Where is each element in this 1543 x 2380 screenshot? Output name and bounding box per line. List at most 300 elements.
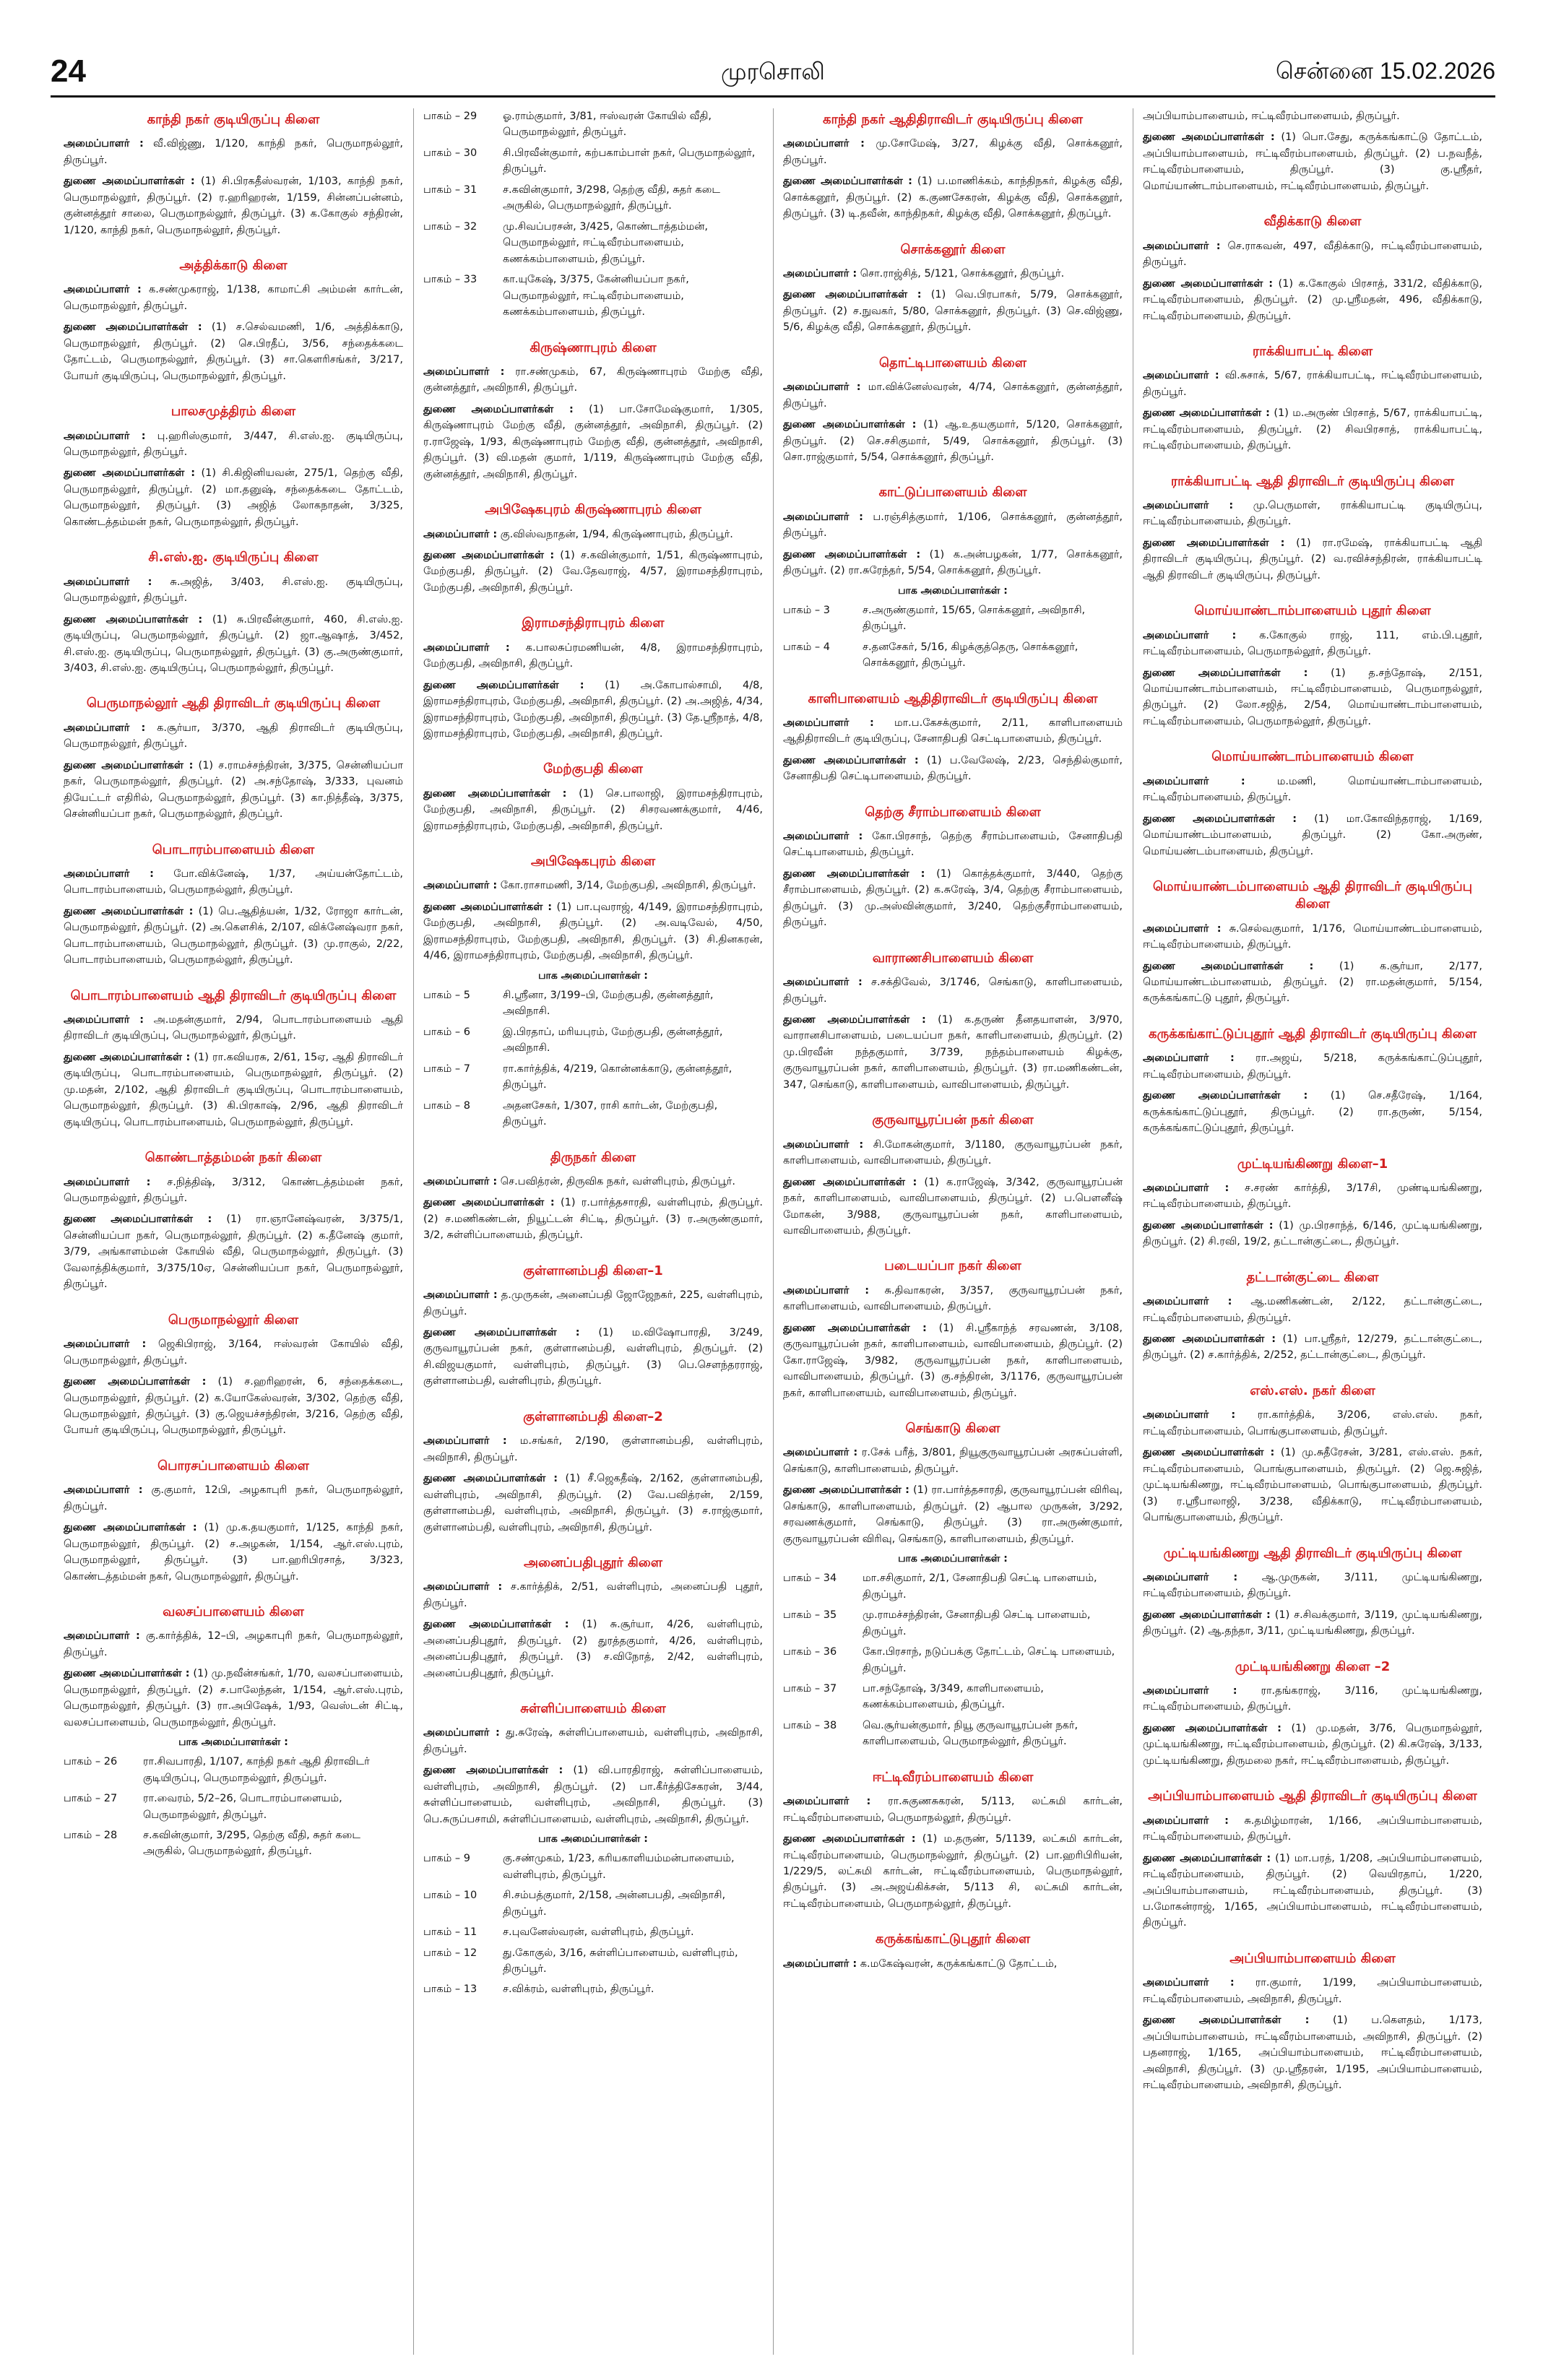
organizer-entry — [423, 1174, 763, 1190]
deputy-organizers-entry-text: (1) மா.பரத், 1/208, அப்பியாம்பாளையம், ஈட்டிவீரம்பாளையம், திருப்பூர். (2) வெயிரதாப், 1/220, அப்பியாம்பாளையம், ஈட்டிவீரம்பாளையம், திருப்பூர். (3) ப.மோகன்ராஜ், 1/165, அப்பியாம்பாளையம், ஈட்டிவீரம்பாளையம், திருப்பூர். — [1143, 1852, 1482, 1929]
organizer-entry-text: வீ.விஜ்ணு, 1/120, காந்தி நகர், பெருமாநல்லூர், திருப்பூர். — [64, 138, 403, 166]
deputy-organizers-entry — [1143, 1851, 1482, 1931]
organizer-entry-text: வி.சுசாக், 5/67, ராக்கியாபட்டி, ஈட்டிவீரம்பாளையம், திருப்பூர். — [1143, 370, 1482, 398]
deputy-organizers-entry-text: (1) வி.பாரதிராஜ், சுள்ளிப்பாளையம், வள்ளிபுரம், அவிநாசி, திருப்பூர். (2) பா.கீர்த்திசேகரன், 3/44, சுள்ளிப்பாளையம், வள்ளிபுரம், அவிநாசி, திருப்பூர். (3) பெ.சுருப்பசாமி, சுள்ளிப்பாளையம், வள்ளிபுரம், அவிநாசி, திருப்பூர். — [423, 1765, 763, 1825]
deputy-organizers-entry-label: துணை அமைப்பாளர்கள் : — [1143, 1852, 1271, 1864]
branch-heading: வீதிக்காடு கிளை — [1263, 214, 1362, 230]
column-2 — [423, 108, 763, 2355]
deputy-organizers-entry-label: துணை அமைப்பாளர்கள் : — [423, 787, 567, 800]
deputy-organizers-entry-label: துணை அமைப்பாளர்கள் : — [423, 1765, 563, 1777]
booth-number: பாகம் – 10 — [423, 1890, 477, 1902]
organizer-entry — [1143, 1813, 1482, 1845]
deputy-organizers-entry-text: (1) பெ.ஆதித்யன், 1/32, ரோஜா கார்டன், பெருமாநல்லூர், திருப்பூர். (2) அ.கௌசிக், 2/107, விக்னேஷ்வரா நகர், பொடாரம்பாளையம், பெருமாநல்லூர், திருப்பூர். (3) மு.ராகுல், 2/22, பொடாரம்பாளையம், பெருமாநல்லூர், திருப்பூர். — [64, 905, 403, 966]
organizer-entry — [423, 640, 763, 672]
booth-organizer: சி.ஸ்ரீனா, 3/199–பி, மேற்குபதி, குன்னத்தூர், அவிநாசி. — [503, 989, 714, 1018]
column-divider — [773, 108, 774, 2355]
deputy-organizers-entry — [1143, 129, 1482, 194]
deputy-organizers-entry — [1143, 405, 1482, 454]
deputy-organizers-entry-label: துணை அமைப்பாளர்கள் : — [1143, 277, 1274, 290]
deputy-organizers-entry — [423, 678, 763, 743]
booth-row — [423, 1887, 763, 1920]
organizer-entry — [64, 1482, 403, 1515]
deputy-organizers-entry — [423, 402, 763, 483]
booth-number: பாகம் – 3 — [783, 604, 831, 616]
booth-number: பாகம் – 32 — [423, 220, 477, 233]
deputy-organizers-entry-label: துணை அமைப்பாளர்கள் : — [1143, 2015, 1310, 2027]
booth-row — [423, 1981, 763, 1997]
branch-heading: மொய்யாண்டாம்பாளையம் புதூர் கிளை — [1194, 603, 1431, 619]
organizer-entry-label: அமைப்பாளர் : — [1143, 1409, 1236, 1421]
organizer-entry — [1143, 1294, 1482, 1326]
deputy-organizers-entry-text: (1) மு.சுதீரேசன், 3/281, எஸ்.எஸ். நகர், ஈட்டிவீரம்பாளையம், பொங்குபாளையம், திருப்பூர். (2) ஜெ.சுஜித், முட்டியங்கிணறு, ஈட்டிவீரம்பாளையம், பொங்குபாளையம், திருப்பூர். (3) ர.ஸ்ரீபாலாஜி, 3/238, வீதிக்காடு, ஈட்டிவீரம்பாளையம், பொங்குபாளையம், திருப்பூர். — [1143, 1447, 1482, 1524]
booth-organizer: ரா.சிவபாரதி, 1/107, காந்தி நகர் ஆதி திராவிடர் குடியிருப்பு, பெருமாநல்லூர், திருப்பூர். — [143, 1756, 370, 1784]
booth-organizer: ச.கவின்குமார், 3/298, தெற்கு வீதி, சுதர் கடை அருகில், பெருமாநல்லூர், திருப்பூர். — [503, 183, 720, 212]
organizer-entry — [1143, 498, 1482, 530]
branch-heading: படையப்பா நகர் கிளை — [884, 1258, 1021, 1274]
booth-organizer: சி.பிரவீன்குமார், கற்பகாம்பாள் நகர், பெருமாநல்லூர், திருப்பூர். — [503, 147, 756, 176]
deputy-organizers-entry-text: (1) பா.சோமேஷ்குமார், 1/305, கிருஷ்ணாபுரம் மேற்கு வீதி, குன்னத்தூர், அவிநாசி, திருப்பூர். (2) ர.ராஜேஷ், 1/93, கிருஷ்ணாபுரம் மேற்கு வீதி, குன்னத்தூர், அவிநாசி, திருப்பூர். (3) வி.மதன் குமார், 1/119, கிருஷ்ணாபுரம் மேற்கு வீதி, குன்னத்தூர், அவிநாசி, திருப்பூர். — [423, 403, 763, 480]
organizer-entry-text: க.பாலசுப்ரமணியன், 4/8, இராமசந்திராபுரம், மேற்குபதி, அவிநாசி, திருப்பூர். — [423, 641, 763, 670]
branch-heading: செங்காடு கிளை — [905, 1421, 1000, 1437]
booth-number: பாகம் – 12 — [423, 1947, 477, 1959]
organizer-entry-text: செ.பவித்ரன், திருவிக நகர், வள்ளிபுரம், திருப்பூர். — [500, 1175, 735, 1187]
organizer-entry-text: ம.சங்கர், 2/190, குள்ளானம்பதி, வள்ளிபுரம், அவிநாசி, திருப்பூர். — [423, 1435, 763, 1463]
branch-heading: கருக்கங்காட்டுபுதூர் கிளை — [875, 1931, 1031, 1947]
deputy-organizers-entry-label: துணை அமைப்பாளர்கள் : — [64, 905, 194, 917]
organizer-entry — [1143, 1050, 1482, 1083]
deputy-organizers-entry — [64, 319, 403, 384]
organizer-entry-text: மு.சோமேஷ், 3/27, கிழக்கு வீதி, சொக்கனூர், திருப்பூர். — [783, 138, 1123, 166]
deputy-organizers-entry — [64, 173, 403, 238]
deputy-organizers-entry-label: துணை அமைப்பாளர்கள் : — [783, 289, 922, 301]
deputy-organizers-entry-label: துணை அமைப்பாளர்கள் : — [1143, 407, 1270, 420]
deputy-organizers-entry — [423, 1325, 763, 1390]
organizer-entry-label: அமைப்பாளர் : — [1143, 1814, 1229, 1827]
booth-organizer: ரா.வைரம், 5/2–26, பொடாரம்பாளையம், பெருமாநல்லூர், திருப்பூர். — [143, 1793, 342, 1821]
deputy-organizers-entry — [783, 547, 1123, 579]
organizer-entry — [64, 1012, 403, 1044]
booth-number: பாகம் – 36 — [783, 1646, 837, 1658]
organizer-entry-text: ர.சேக் பரீத், 3/801, நியூகுருவாயூரப்பன் அரசுப்பள்ளி, செங்காடு, காளிபாளையம், திருப்பூர். — [783, 1447, 1123, 1475]
organizer-entry-label: அமைப்பாளர் : — [64, 138, 144, 150]
deputy-organizers-entry — [64, 904, 403, 969]
deputy-organizers-entry — [1143, 1721, 1482, 1769]
organizer-entry-text: ரா.சுகுணசுகரன், 5/113, லட்சுமி கார்டன், ஈட்டிவீரம்பாளையம், பெருமாநல்லூர், திருப்பூர். — [783, 1796, 1123, 1824]
deputy-organizers-entry-text: (1) க.அன்பழகன், 1/77, சொக்கனூர், திருப்பூர். (2) ரா.சுரேந்தர், 5/54, சொக்கனூர், திருப்பூர். — [783, 548, 1123, 577]
deputy-organizers-entry-text: (1) க.கோகுல் பிரசாத், 331/2, வீதிக்காடு, ஈட்டிவீரம்பாளையம், திருப்பூர். (2) மு.ஸ்ரீமதன், 496, வீதிக்காடு, ஈட்டிவீரம்பாளையம், திருப்பூர். — [1143, 277, 1482, 322]
deputy-organizers-entry-label: துணை அமைப்பாளர்கள் : — [783, 867, 925, 880]
deputy-organizers-entry-text: (1) க.தருண் தீனதயாளன், 3/970, வாரானசிபாளையம், படையப்பா நகர், காளிபாளையம், திருப்பூர். (2) மு.பிரவீன் நந்தகுமார், 3/739, நந்தம்பாளையம் கிழக்கு, குருவாயூரப்பன் நகர், காளிபாளையம், திருப்பூர். (3) ரா.மணிகண்டன், 347, செங்காடு, காளிபாளையம், வாவிபாளையம், திருப்பூர். — [783, 1014, 1123, 1091]
deputy-organizers-entry-label: துணை அமைப்பாளர்கள் : — [423, 1473, 558, 1485]
branch-heading: அப்பியாம்பாளையம் கிளை — [1229, 1950, 1396, 1966]
organizer-entry-label: அமைப்பாளர் : — [64, 1176, 151, 1188]
organizer-entry-text: ஆ.முருகன், 3/111, முட்டியங்கிணறு, ஈட்டிவீரம்பாளையம், திருப்பூர். — [1143, 1571, 1482, 1600]
organizer-entry-text: க.சூர்யா, 3/370, ஆதி திராவிடர் குடியிருப்பு, பெருமாநல்லூர், திருப்பூர். — [64, 722, 403, 750]
deputy-organizers-entry — [1143, 1331, 1482, 1364]
deputy-organizers-entry — [1143, 811, 1482, 860]
branch-heading: தெற்கு சீராம்பாளையம் கிளை — [865, 804, 1041, 820]
organizer-entry-text: ஆ.மணிகண்டன், 2/122, தட்டான்குட்டை, ஈட்டிவீரம்பாளையம், திருப்பூர். — [1143, 1296, 1482, 1324]
deputy-organizers-entry-text: (1) வெ.பிரபாகர், 5/79, சொக்கனூர், திருப்பூர். (2) ச.நுவகர், 5/80, சொக்கனூர், திருப்பூர். (3) செ.விஜ்ணு, 5/6, கிழக்கு வீதி, சொக்கனூர், திருப்பூர். — [783, 289, 1123, 334]
organizer-entry-label: அமைப்பாளர் : — [64, 1484, 143, 1497]
organizer-entry-label: அமைப்பாளர் : — [783, 1138, 864, 1151]
deputy-organizers-entry-text: (1) ப.வேலேஷ், 2/23, செந்தில்குமார், சேனாதிபதி செட்டிபாளையம், திருப்பூர். — [783, 754, 1123, 783]
organizer-entry — [1143, 1407, 1482, 1440]
organizer-entry-label: அமைப்பாளர் : — [64, 576, 152, 588]
deputy-organizers-entry — [1143, 1088, 1482, 1136]
organizer-entry-text: ரா.அஜய், 5/218, கருக்கங்காட்டுப்புதூர், ஈட்டிவீரம்பாளையம், திருப்பூர். — [1143, 1052, 1482, 1081]
branch-heading: ஈட்டிவீரம்பாளையம் கிளை — [872, 1769, 1034, 1785]
booth-row — [423, 1061, 763, 1094]
organizer-entry-text: ரா.தங்கராஜ், 3/116, முட்டியங்கிணறு, ஈட்டிவீரம்பாளையம், திருப்பூர். — [1143, 1684, 1482, 1713]
branch-heading: முட்டியங்கிணறு கிளை–1 — [1237, 1156, 1388, 1172]
organizer-entry — [783, 974, 1123, 1007]
booth-row — [783, 602, 1123, 635]
branch-heading: அத்திக்காடு கிளை — [179, 258, 288, 274]
deputy-organizers-entry-label: துணை அமைப்பாளர்கள் : — [64, 1213, 212, 1226]
booth-row — [423, 145, 763, 178]
branch-heading: தொட்டிபாளையம் கிளை — [878, 355, 1027, 371]
organizer-entry-text: மா.விக்னேஸ்வரன், 4/74, சொக்கனூர், குன்னத்தூர், திருப்பூர். — [783, 381, 1123, 410]
branch-heading: ராக்கியாபட்டி கிளை — [1252, 343, 1373, 359]
deputy-organizers-entry-label: துணை அமைப்பாளர்கள் : — [1143, 1090, 1308, 1102]
deputy-organizers-entry-label: துணை அமைப்பாளர்கள் : — [783, 1484, 909, 1497]
deputy-organizers-entry-label: துணை அமைப்பாளர்கள் : — [783, 1322, 927, 1334]
organizer-entry-label: அமைப்பாளர் : — [64, 1630, 140, 1643]
booth-row — [783, 1681, 1123, 1713]
organizer-entry — [64, 574, 403, 607]
deputy-organizers-entry — [783, 753, 1123, 785]
organizer-entry — [64, 136, 403, 168]
deputy-organizers-entry-text: (1) மு.நவீன்சங்கர், 1/70, வலசப்பாளையம், பெருமாநல்லூர், திருப்பூர். (2) ச.பாலேந்தன், 1/154, ஆர்.எஸ்.புரம், பெருமாநல்லூர், திருப்பூர். (3) ரா.அபிஷேக், 1/93, வெஸ்டன் சிட்டி, வலசப்பாளையம், பெருமாநல்லூர், திருப்பூர். — [64, 1668, 403, 1728]
booth-organizer: சி.சம்பத்குமார், 2/158, அன்னபபதி, அவிநாசி, திருப்பூர். — [503, 1890, 726, 1918]
deputy-organizers-entry-text: (1) ரா.பார்த்தசாரதி, குருவாயூரப்பன் விரிவு, செங்காடு, காளிபாளையம், திருப்பூர். (2) ஆபால முருகன், 3/292, சரவணக்குமார், செங்காடு, திருப்பூர். (3) ரா.அருண்குமார், குருவாயூரப்பன் விரிவு, செங்காடு, காளிபாளையம், திருப்பூர். — [783, 1484, 1123, 1545]
organizer-entry — [1143, 774, 1482, 806]
column-4 — [1143, 108, 1482, 2355]
booth-number: பாகம் – 28 — [64, 1830, 118, 1842]
branch-heading: கிருஷ்ணாபுரம் கிளை — [530, 339, 657, 355]
branch-heading: எஸ்.எஸ். நகர் கிளை — [1250, 1382, 1375, 1398]
organizer-entry — [64, 428, 403, 461]
branch-heading: காந்தி நகர் குடியிருப்பு கிளை — [147, 112, 320, 127]
booth-number: பாகம் – 33 — [423, 274, 477, 286]
organizer-entry-text: க.சண்முகராஜ், 1/138, காமாட்சி அம்மன் கார்டன், பெருமாநல்லூர், திருப்பூர். — [64, 284, 403, 312]
booth-organizer: மு.சிவப்பரசன், 3/425, கொண்டாத்தம்மன், பெருமாநல்லூர், ஈட்டிவீரம்பாளையம், கணக்கம்பாளையம், திருப்பூர். — [503, 220, 708, 265]
organizer-entry-label: அமைப்பாளர் : — [423, 880, 498, 892]
organizer-entry — [64, 1628, 403, 1661]
deputy-organizers-entry-label: துணை அமைப்பாளர்கள் : — [1143, 813, 1297, 825]
branch-heading: இராமசந்திராபுரம் கிளை — [522, 615, 665, 631]
branch-heading: குள்ளானம்பதி கிளை–2 — [523, 1408, 663, 1424]
deputy-organizers-entry — [64, 1050, 403, 1130]
deputy-organizers-entry — [64, 612, 403, 677]
branch-heading: மொய்யாண்டாம்பாளையம் கிளை — [1211, 749, 1414, 765]
deputy-organizers-entry-label: துணை அமைப்பாளர்கள் : — [1143, 1447, 1275, 1459]
organizer-entry-label: அமைப்பாளர் : — [783, 138, 865, 150]
deputy-organizers-entry-label: துணை அமைப்பாளர்கள் : — [64, 1051, 191, 1063]
organizer-entry — [64, 1174, 403, 1207]
organizer-entry-label: அமைப்பாளர் : — [1143, 1684, 1237, 1697]
deputy-organizers-entry-label: துணை அமைப்பாளர்கள் : — [423, 1619, 569, 1631]
branch-heading: பொரசப்பாளையம் கிளை — [157, 1458, 309, 1474]
branch-heading: சி.எஸ்.ஐ. குடியிருப்பு கிளை — [148, 550, 319, 566]
deputy-organizers-entry-text: (1) க.சூர்யா, 2/177, மொய்யாண்டம்பாளையம், திருப்பூர். (2) ரா.மதன்குமார், 5/154, கருக்கங்காட்டு புதூர், திருப்பூர். — [1143, 960, 1482, 1005]
deputy-organizers-entry — [423, 899, 763, 964]
organizer-entry-text: கு.கார்த்திக், 12–பி, அழகாபுரி நகர், பெருமாநல்லூர், திருப்பூர். — [64, 1630, 403, 1658]
organizer-entry — [423, 1579, 763, 1611]
booth-organizer: மு.ராமச்சந்திரன், சேனாதிபதி செட்டி பாளையம், திருப்பூர். — [863, 1609, 1091, 1637]
organizer-entry-label: அமைப்பாளர் : — [783, 717, 874, 729]
booth-row — [64, 1754, 403, 1786]
deputy-organizers-entry — [783, 173, 1123, 222]
organizer-entry — [423, 1433, 763, 1466]
organizer-entry-label: அமைப்பாளர் : — [423, 1581, 503, 1593]
deputy-organizers-entry-text: (1) த.சந்தோஷ், 2/151, மொய்யாண்டாம்பாளையம், ஈட்டிவீரம்பாளையம், பெருமாநல்லூர், திருப்பூர். (2) லோ.சஜித், 2/54, மொய்யாண்டாம்பாளையம், ஈட்டிவீரம்பாளையம், பெருமாநல்லூர், திருப்பூர். — [1143, 667, 1482, 727]
deputy-organizers-entry-text: (1) ப.கௌதம், 1/173, அப்பியாம்பாளையம், ஈட்டிவீரம்பாளையம், அவிநாசி, திருப்பூர். (2) பதனராஜ், 1/165, அப்பியாம்பாளையம், ஈட்டிவீரம்பாளையம், அவிநாசி, திருப்பூர். (3) மு.ஸ்ரீதரன், 1/195, அப்பியாம்பாளையம், ஈட்டிவீரம்பாளையம், அவிநாசி, திருப்பூர். — [1143, 2015, 1482, 2092]
organizer-entry-label: அமைப்பாளர் : — [783, 1284, 870, 1297]
organizer-entry — [423, 878, 763, 893]
booth-organizer: மா.சசிகுமார், 2/1, சேனாதிபதி செட்டி பாளையம், திருப்பூர். — [863, 1572, 1097, 1601]
deputy-organizers-entry-text: (1) மு.மதன், 3/76, பெருமாநல்லூர், முட்டியங்கிணறு, ஈட்டிவீரம்பாளையம், திருப்பூர். (2) கி.சுரேஷ், 3/133, முட்டியங்கிணறு, திருமலை நகர், ஈட்டிவீரம்பாளையம், திருப்பூர். — [1143, 1722, 1482, 1767]
deputy-organizers-entry-label: துணை அமைப்பாளர்கள் : — [1143, 1333, 1276, 1345]
organizer-entry — [1143, 238, 1482, 271]
deputy-organizers-entry-label: துணை அமைப்பாளர்கள் : — [64, 467, 196, 480]
organizer-entry-text: சு.அஜித், 3/403, சி.எஸ்.ஐ. குடியிருப்பு, பெருமாநல்லூர், திருப்பூர். — [64, 576, 403, 605]
booth-organizers-heading: பாக அமைப்பாளர்கள் : — [538, 1833, 648, 1845]
organizer-entry — [783, 379, 1123, 412]
deputy-organizers-entry — [783, 417, 1123, 465]
deputy-organizers-entry — [423, 1617, 763, 1682]
edition-date: சென்னை 15.02.2026 — [1275, 58, 1495, 84]
organizer-entry — [1143, 368, 1482, 400]
booth-number: பாகம் – 35 — [783, 1609, 837, 1622]
booth-organizer: து.கோகுல், 3/16, சுள்ளிப்பாளையம், வள்ளிபுரம், திருப்பூர். — [503, 1947, 738, 1975]
organizer-entry-label: அமைப்பாளர் : — [1143, 1571, 1238, 1583]
deputy-organizers-entry-label: துணை அமைப்பாளர்கள் : — [64, 176, 195, 188]
organizer-entry — [1143, 921, 1482, 953]
booth-row — [783, 639, 1123, 672]
booth-organizer: அதனசேகர், 1/307, ராசி கார்டன், மேற்குபதி, திருப்பூர். — [503, 1099, 718, 1128]
deputy-organizers-entry-text: (1) ஆ.உதயகுமார், 5/120, சொக்கனூர், திருப்பூர். (2) செ.சசிகுமார், 5/49, சொக்கனூர், திருப்பூர். (3) சொ.ராஜ்குமார், 5/54, சொக்கனூர், திருப்பூர். — [783, 419, 1123, 463]
organizer-entry-label: அமைப்பாளர் : — [64, 284, 142, 296]
column-3 — [783, 108, 1123, 2355]
deputy-organizers-entry-label: துணை அமைப்பாளர்கள் : — [423, 1326, 580, 1338]
organizer-entry-label: அமைப்பாளர் : — [423, 1727, 500, 1739]
deputy-organizers-entry-text: (1) ரா.ஞானேஷ்வரன், 3/375/1, சென்னியப்பா நகர், பெருமாநல்லூர், திருப்பூர். (2) க.தீனேஷ் குமார், 3/79, அங்காளம்மன் கோயில் வீதி, பெருமாநல்லூர், திருப்பூர். (3) வேலாத்திக்குமார், 3/375/10ஏ, சென்னியப்பா நகர், பெருமாநல்லூர், திருப்பூர். — [64, 1213, 403, 1291]
branch-heading: காட்டுப்பாளையம் கிளை — [878, 485, 1027, 501]
deputy-organizers-entry-text: (1) ம.அருண் பிரசாத், 5/67, ராக்கியாபட்டி, ஈட்டிவீரம்பாளையம், திருப்பூர். (2) சிவபிரசாத், ராக்கியாபட்டி, ஈட்டிவீரம்பாளையம், திருப்பூர். — [1143, 407, 1482, 452]
booth-organizers-heading: பாக அமைப்பாளர்கள் : — [178, 1736, 288, 1749]
branch-heading: பொடாரம்பாளையம் ஆதி திராவிடர் குடியிருப்பு கிளை — [70, 987, 397, 1003]
organizer-entry — [783, 1793, 1123, 1826]
organizer-entry-text: ரா.கார்த்திக், 3/206, எஸ்.எஸ். நகர், ஈட்டிவீரம்பாளையம், பொங்குபாளையம், திருப்பூர். — [1143, 1409, 1482, 1437]
organizer-entry-text: ரா.சண்முகம், 67, கிருஷ்ணாபுரம் மேற்கு வீதி, குன்னத்தூர், அவிநாசி, திருப்பூர். — [423, 365, 763, 394]
booth-organizer: பா.சந்தோஷ், 3/349, காளிபாளையம், கணக்கம்பாளையம், திருப்பூர். — [863, 1682, 1044, 1711]
deputy-organizers-entry-label: துணை அமைப்பாளர்கள் : — [64, 321, 202, 334]
deputy-organizers-entry-text: (1) ரா.கவியரசு, 2/61, 15ஏ, ஆதி திராவிடர் குடியிருப்பு, பொடாரம்பாளையம், பெருமாநல்லூர், திருப்பூர். (2) மு.மதன், 2/102, ஆதி திராவிடர் குடியிருப்பு, பொடாரம்பாளையம், பெருமாநல்லூர், திருப்பூர். (3) கி.பிரகாஷ், 2/96, ஆதி திராவிடர் குடியிருப்பு, பொடாரம்பாளையம், பெருமாநல்லூர், திருப்பூர். — [64, 1051, 403, 1128]
organizer-entry-text: க.கோகுல் ராஜ், 111, எம்.பி.புதூர், ஈட்டிவீரம்பாளையம், பெருமாநல்லூர், திருப்பூர். — [1143, 629, 1482, 658]
organizer-entry — [783, 136, 1123, 168]
branch-heading: சுள்ளிப்பாளையம் கிளை — [520, 1701, 666, 1717]
branch-heading: பெருமாநல்லூர் ஆதி திராவிடர் குடியிருப்பு கிளை — [86, 696, 381, 711]
booth-organizer: ச.கவின்குமார், 3/295, தெற்கு வீதி, சுதர் கடை அருகில், பெருமாநல்லூர், திருப்பூர். — [143, 1830, 360, 1858]
organizer-entry — [64, 866, 403, 899]
branch-heading: தட்டான்குட்டை கிளை — [1246, 1269, 1379, 1285]
booth-organizer: வெ.சூர்யன்குமார், நியூ குருவாயூரப்பன் நகர், காளிபாளையம், பெருமாநல்லூர், திருப்பூர். — [863, 1719, 1079, 1748]
booth-number: பாகம் – 8 — [423, 1099, 471, 1112]
branch-heading: குருவாயூரப்பன் நகர் கிளை — [872, 1112, 1034, 1128]
deputy-organizers-entry-text: (1) ரா.ரமேஷ், ராக்கியாபட்டி ஆதி திராவிடர் குடியிருப்பு, திருப்பூர். (2) வ.ரவிச்சந்திரன், ராக்கியாபட்டி ஆதி திராவிடர் குடியிருப்பு, திருப்பூர். — [1143, 537, 1482, 581]
organizer-entry — [783, 266, 1123, 282]
organizer-entry-text: த.முருகன், அனைப்பதி ஜோஜேநகர், 225, வள்ளிபுரம், திருப்பூர். — [423, 1289, 763, 1317]
deputy-organizers-entry-label: துணை அமைப்பாளர்கள் : — [1143, 1219, 1274, 1232]
deputy-organizers-entry-label: துணை அமைப்பாளர்கள் : — [423, 403, 574, 415]
deputy-organizers-entry — [64, 1666, 403, 1731]
deputy-organizers-entry — [64, 465, 403, 530]
booth-organizer: கு.சண்முகம், 1/23, கரியகாளியம்மன்பாளையம், வள்ளிபுரம், திருப்பூர். — [503, 1853, 735, 1881]
deputy-organizers-entry — [1143, 276, 1482, 324]
booth-organizer: ச.தனசேகர், 5/16, கிழக்குத்தெரு, சொக்கனூர், சொக்கனூர், திருப்பூர். — [863, 641, 1079, 670]
branch-heading: வலசப்பாளையம் கிளை — [163, 1604, 304, 1620]
deputy-organizers-entry-label: துணை அமைப்பாளர்கள் : — [1143, 537, 1285, 549]
booth-row — [423, 182, 763, 215]
deputy-organizers-entry-label: துணை அமைப்பாளர்கள் : — [783, 1176, 917, 1188]
organizer-entry-label: அமைப்பாளர் : — [783, 1796, 871, 1808]
deputy-organizers-entry-text: (1) பா.ஸ்ரீதர், 12/279, தட்டான்குட்டை, திருப்பூர். (2) ச.கார்த்திக், 2/252, தட்டான்குட்டை, திருப்பூர். — [1143, 1333, 1482, 1362]
branch-heading: கருக்கங்காட்டுப்புதூர் ஆதி திராவிடர் குடியிருப்பு கிளை — [1149, 1026, 1477, 1042]
organizer-entry-label: அமைப்பாளர் : — [64, 1013, 144, 1026]
deputy-organizers-entry-label: துணை அமைப்பாளர்கள் : — [783, 176, 912, 188]
organizer-entry — [423, 364, 763, 397]
booth-number: பாகம் – 29 — [423, 111, 477, 122]
branch-heading: பாலசமுத்திரம் கிளை — [170, 404, 296, 420]
deputy-organizers-entry-text: (1) சீ.ஜெகதீஷ், 2/162, குள்ளானம்பதி, வள்ளிபுரம், அவிநாசி, திருப்பூர். (2) வே.பவித்ரன், 2/159, குள்ளானம்பதி, வள்ளிபுரம், அவிநாசி, திருப்பூர். (3) ச.ராஜ்குமார், குள்ளானம்பதி, வள்ளிபுரம், அவிநாசி, திருப்பூர். — [423, 1473, 763, 1533]
deputy-organizers-entry-label: துணை அமைப்பாளர்கள் : — [423, 549, 555, 561]
organizer-entry-label: அமைப்பாளர் : — [423, 1435, 507, 1448]
organizer-entry-label: அமைப்பாளர் : — [1143, 370, 1219, 382]
masthead-rule — [51, 95, 1495, 98]
organizer-entry-text: சு.செல்வகுமார், 1/176, மொய்யாண்டம்பாளையம், ஈட்டிவீரம்பாளையம், திருப்பூர். — [1143, 922, 1482, 951]
organizer-entry-text: ரா.குமார், 1/199, அப்பியாம்பாளையம், ஈட்டிவீரம்பாளையம், அவிநாசி, திருப்பூர். — [1143, 1977, 1482, 2005]
deputy-organizers-entry-label: துணை அமைப்பாளர்கள் : — [64, 1668, 190, 1680]
deputy-organizers-entry-text: (1) ம.விஷோபாரதி, 3/249, குருவாயூரப்பன் நகர், குள்ளானம்பதி, வள்ளிபுரம், திருப்பூர். (2) சி.விஜயகுமார், வள்ளிபுரம், திருப்பூர். (3) பெ.சௌந்தரராஜ், குள்ளானம்பதி, வள்ளிபுரம், திருப்பூர். — [423, 1326, 763, 1388]
booth-row — [783, 1607, 1123, 1640]
booth-number: பாகம் – 4 — [783, 641, 831, 653]
branch-heading: மொய்யாண்டம்பாளையம் ஆதி திராவிடர் குடியிருப்பு கிளை — [1152, 879, 1472, 912]
booth-organizer: கா.யுகேஷ், 3/375, கேன்னியப்பா நகர், பெருமாநல்லூர், ஈட்டிவீரம்பாளையம், கணக்கம்பாளையம், திருப்பூர். — [503, 274, 689, 319]
organizer-entry — [423, 1287, 763, 1320]
organizer-entry-label: அமைப்பாளர் : — [1143, 240, 1221, 252]
organizer-entry-label: அமைப்பாளர் : — [783, 1447, 858, 1459]
booth-organizer: ச.விக்ரம், வள்ளிபுரம், திருப்பூர். — [503, 1983, 654, 1996]
booth-organizers-heading: பாக அமைப்பாளர்கள் : — [538, 969, 648, 982]
newspaper-title: முரசொலி — [721, 58, 825, 85]
organizer-entry — [64, 1336, 403, 1369]
organizer-entry-label: அமைப்பாளர் : — [423, 641, 510, 654]
organizer-entry-label: அமைப்பாளர் : — [1143, 1296, 1232, 1308]
branch-heading: அபிஷேகபுரம் கிளை — [530, 854, 656, 870]
branch-heading: பொடாரம்பாளையம் கிளை — [152, 841, 315, 857]
deputy-organizers-entry-label: துணை அமைப்பாளர்கள் : — [64, 1376, 207, 1388]
organizer-entry-text: சு.தமிழ்மாரன், 1/166, அப்பியாம்பாளையம், ஈட்டிவீரம்பாளையம், திருப்பூர். — [1143, 1814, 1482, 1843]
organizer-entry-label: அமைப்பாளர் : — [1143, 922, 1222, 935]
deputy-organizers-entry-text: (1) பா.புவராஜ், 4/149, இராமசந்திராபுரம், மேற்குபதி, அவிநாசி, திருப்பூர். (2) அ.வடிவேல், 4/50, இராமசந்திராபுரம், மேற்குபதி, அவிநாசி, திருப்பூர். (3) சி.தினகரன், 4/46, இராமசந்திராபுரம், மேற்குபதி, அவிநாசி, திருப்பூர். — [423, 901, 763, 962]
deputy-organizers-entry-label: துணை அமைப்பாளர்கள் : — [1143, 131, 1275, 144]
organizer-entry-text: கோ.பிரசாந், தெற்கு சீராம்பாளையம், சேனாதிபதி செட்டிபாளையம், திருப்பூர். — [783, 830, 1123, 859]
deputy-organizers-entry-text: (1) ச.சிவக்குமார், 3/119, முட்டியங்கிணறு, திருப்பூர். (2) ஆ.தந்தா, 3/11, முட்டியங்கிணறு, திருப்பூர். — [1143, 1609, 1482, 1637]
booth-row — [783, 1570, 1123, 1603]
organizer-entry-text: ஜெகிபிராஜ், 3/164, ஈஸ்வரன் கோயில் வீதி, பெருமாநல்லூர், திருப்பூர். — [64, 1338, 403, 1367]
booth-row — [423, 1024, 763, 1057]
organizer-entry — [783, 509, 1123, 542]
booth-organizer: ரா.கார்த்திக், 4/219, கொன்னக்காடு, குன்னத்தூர், திருப்பூர். — [503, 1063, 732, 1091]
deputy-organizers-entry-text: (1) சி.ஸ்ரீகாந்த் சரவணன், 3/108, குருவாயூரப்பன் நகர், காளிபாளையம், வாவிபாளையம், திருப்பூர். (2) கோ.ராஜேஷ், 3/982, குருவாயூரப்பன் நகர், காளிபாளையம், வாவிபாளையம், திருப்பூர். (3) கு.சந்திரன், 3/1176, குருவாயூரப்பன் நகர், காளிபாளையம், வாவிபாளையம், திருப்பூர். — [783, 1322, 1123, 1399]
organizer-entry — [1143, 1683, 1482, 1715]
booth-number: பாகம் – 38 — [783, 1719, 837, 1731]
deputy-organizers-entry-text: (1) மு.க.தயகுமார், 1/125, காந்தி நகர், பெருமாநல்லூர், திருப்பூர். (2) ச.அழகன், 1/154, ஆர்.எஸ்.புரம், பெருமாநல்லூர், திருப்பூர். (3) பா.ஹரிபிரசாத், 3/323, கொண்டத்தம்மன் நகர், பெருமாநல்லூர், திருப்பூர். — [64, 1522, 403, 1583]
booth-row — [423, 1851, 763, 1883]
booth-row — [783, 1644, 1123, 1676]
organizer-entry-text: கு.விஸ்வநாதன், 1/94, கிருஷ்ணாபுரம், திருப்பூர். — [500, 528, 733, 540]
organizer-entry-label: அமைப்பாளர் : — [423, 528, 498, 540]
organizer-entry — [1143, 1975, 1482, 2007]
deputy-organizers-entry — [1143, 1607, 1482, 1640]
deputy-organizers-entry — [1143, 959, 1482, 1007]
branch-heading: பெருமாநல்லூர் கிளை — [168, 1312, 299, 1328]
branch-heading: கொண்டாத்தம்மன் நகர் கிளை — [144, 1150, 322, 1166]
branch-heading: வாராணசிபாளையம் கிளை — [872, 950, 1034, 966]
column-1 — [64, 108, 403, 2355]
organizer-entry — [783, 1956, 1123, 1972]
masthead — [51, 51, 1495, 94]
deputy-organizers-entry-text: (1) க.ராஜேஷ், 3/342, குருவாயூரப்பன் நகர், காளிபாளையம், வாவிபாளையம், திருப்பூர். (2) ப.பௌனீஷ் மோகன், 3/988, குருவாயூரப்பன் நகர், காளிபாளையம், வாவிபாளையம், திருப்பூர். — [783, 1176, 1123, 1237]
organizer-entry-label: அமைப்பாளர் : — [64, 867, 154, 880]
deputy-organizers-entry — [783, 287, 1123, 335]
organizer-entry — [783, 715, 1123, 748]
deputy-organizers-entry — [1143, 1218, 1482, 1250]
booth-row — [423, 108, 763, 141]
booth-number: பாகம் – 37 — [783, 1682, 837, 1695]
deputy-organizers-entry — [423, 786, 763, 834]
booth-row — [423, 1945, 763, 1978]
organizer-entry-text: போ.விக்னேஷ், 1/37, அய்யன்தோட்டம், பொடாரம்பாளையம், பெருமாநல்லூர், திருப்பூர். — [64, 867, 403, 896]
organizer-entry-label: அமைப்பாளர் : — [1143, 1182, 1229, 1194]
organizer-entry-text: சொ.ராஜ்சித், 5/121, சொக்கனூர், திருப்பூர். — [860, 267, 1065, 280]
deputy-organizers-entry — [783, 866, 1123, 931]
deputy-organizers-entry-text: (1) சு.சூர்யா, 4/26, வள்ளிபுரம், அனைப்பதிபுதூர், திருப்பூர். (2) துரத்தகுமார், 4/26, வள்ளிபுரம், அனைப்பதிபுதூர், திருப்பூர். (3) ச.விநோத், 2/42, வள்ளிபுரம், அனைப்பதிபுதூர், திருப்பூர். — [423, 1619, 763, 1679]
organizer-entry — [783, 1283, 1123, 1315]
organizer-entry-label: அமைப்பாளர் : — [1143, 499, 1234, 511]
deputy-organizers-entry-text: (1) மு.பிரசாந்த், 6/146, முட்டியங்கிணறு, திருப்பூர். (2) சி.ரவி, 19/2, தட்டான்குட்டை, திருப்பூர். — [1143, 1219, 1482, 1248]
booth-organizers-heading: பாக அமைப்பாளர்கள் : — [898, 584, 1008, 597]
booth-number: பாகம் – 13 — [423, 1983, 477, 1996]
organizer-entry — [783, 1445, 1123, 1477]
booth-row — [423, 1924, 763, 1940]
organizer-entry — [1143, 1570, 1482, 1602]
organizer-entry-label: அமைப்பாளர் : — [1143, 775, 1245, 787]
organizer-entry — [64, 282, 403, 314]
organizer-entry-text: மு.பெருமாள், ராக்கியாபட்டி குடியிருப்பு, ஈட்டிவீரம்பாளையம், திருப்பூர். — [1143, 499, 1482, 528]
booth-row — [64, 1827, 403, 1860]
booth-row — [423, 272, 763, 320]
branch-heading: குள்ளானம்பதி கிளை–1 — [523, 1263, 663, 1278]
booth-number: பாகம் – 11 — [423, 1926, 477, 1939]
deputy-organizers-entry-text: (1) ப.மாணிக்கம், காந்திநகர், கிழக்கு வீதி, சொக்கனூர், திருப்பூர். (2) க.குணசேகரன், கிழக்கு வீதி, சொக்கனூர், திருப்பூர். (3) டி.தவீன், காந்திநகர், கிழக்கு வீதி, சொக்கனூர், திருப்பூர். — [783, 176, 1123, 220]
booth-row — [423, 219, 763, 267]
deputy-organizers-entry-text: (1) பொ.சேது, கருக்கங்காட்டு தோட்டம், அப்பியாம்பாளையம், ஈட்டிவீரம்பாளையம், திருப்பூர். (2) ப.நவநீத், ஈட்டிவீரம்பாளையம், திருப்பூர். (3) கு.ஸ்ரீதர், மொய்யாண்டாம்பாளையம், ஈட்டிவீரம்பாளையம், திருப்பூர். — [1143, 131, 1482, 192]
deputy-organizers-entry-text: (1) சு.பிரவீன்குமார், 460, சி.எஸ்.ஐ. குடியிருப்பு, பெருமாநல்லூர், திருப்பூர். (2) ஜா.ஆஷாத், 3/452, சி.எஸ்.ஐ. குடியிருப்பு, பெருமாநல்லூர், திருப்பூர். (3) கு.அருண்குமார், 3/403, சி.எஸ்.ஐ. குடியிருப்பு, பெருமாநல்லூர், திருப்பூர். — [64, 613, 403, 674]
booth-number: பாகம் – 26 — [64, 1756, 118, 1768]
